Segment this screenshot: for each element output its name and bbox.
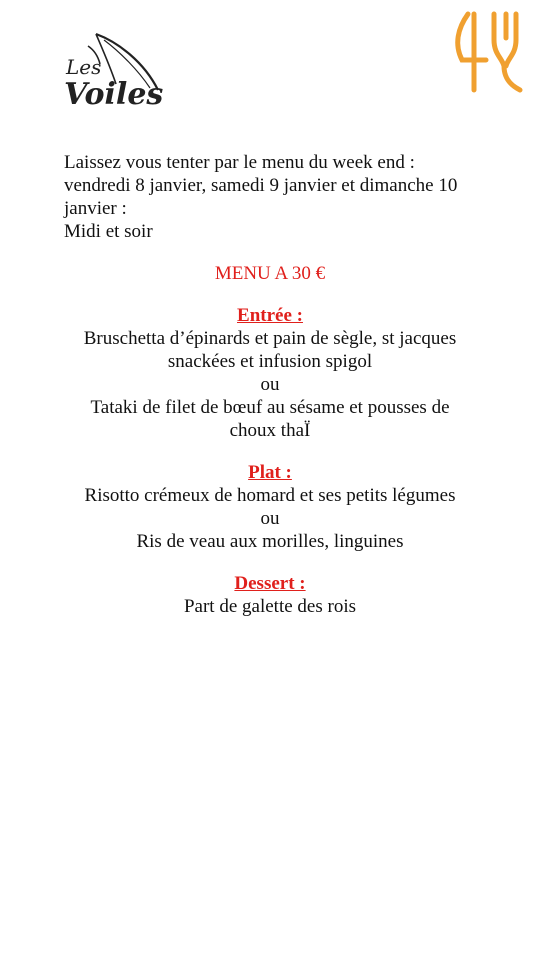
menu-item-line: Part de galette des rois xyxy=(183,596,356,617)
intro-text xyxy=(64,151,484,243)
intro-line: Laissez vous tenter par le menu du week end : xyxy=(64,152,415,173)
menu-item-line: ou xyxy=(260,508,280,529)
fork-icon xyxy=(450,10,526,94)
logo-text-voiles: Voiles xyxy=(64,77,164,112)
menu-item-line: ou xyxy=(260,374,280,395)
menu-item-line: Risotto crémeux de homard et ses petits légumes xyxy=(84,485,456,506)
section-title: Dessert : xyxy=(234,573,306,594)
menu-item-line: Bruschetta d’épinards et pain de sègle, st jacques xyxy=(83,328,457,349)
menu-title: MENU A 30 € xyxy=(214,263,326,284)
les-voiles-logo xyxy=(58,28,168,120)
menu-item-line: snackées et infusion spigol xyxy=(167,351,373,372)
intro-line: vendredi 8 janvier, samedi 9 janvier et dimanche 10 xyxy=(64,175,458,196)
menu-item-line: choux thaÏ xyxy=(229,420,311,441)
menu-item-line: Tataki de filet de bœuf au sésame et pousses de xyxy=(90,397,450,418)
menu-section-dessert xyxy=(0,572,540,618)
menu-section-plat xyxy=(0,461,540,553)
menu xyxy=(0,262,540,637)
menu-section-entree xyxy=(0,304,540,442)
intro-line: Midi et soir xyxy=(64,221,153,242)
section-title: Entrée : xyxy=(237,305,303,326)
section-title: Plat : xyxy=(248,462,292,483)
menu-item-line: Ris de veau aux morilles, linguines xyxy=(136,531,404,552)
intro-line: janvier : xyxy=(64,198,127,219)
logo-text-les: Les xyxy=(66,55,102,79)
sail-logo-icon xyxy=(58,28,168,120)
